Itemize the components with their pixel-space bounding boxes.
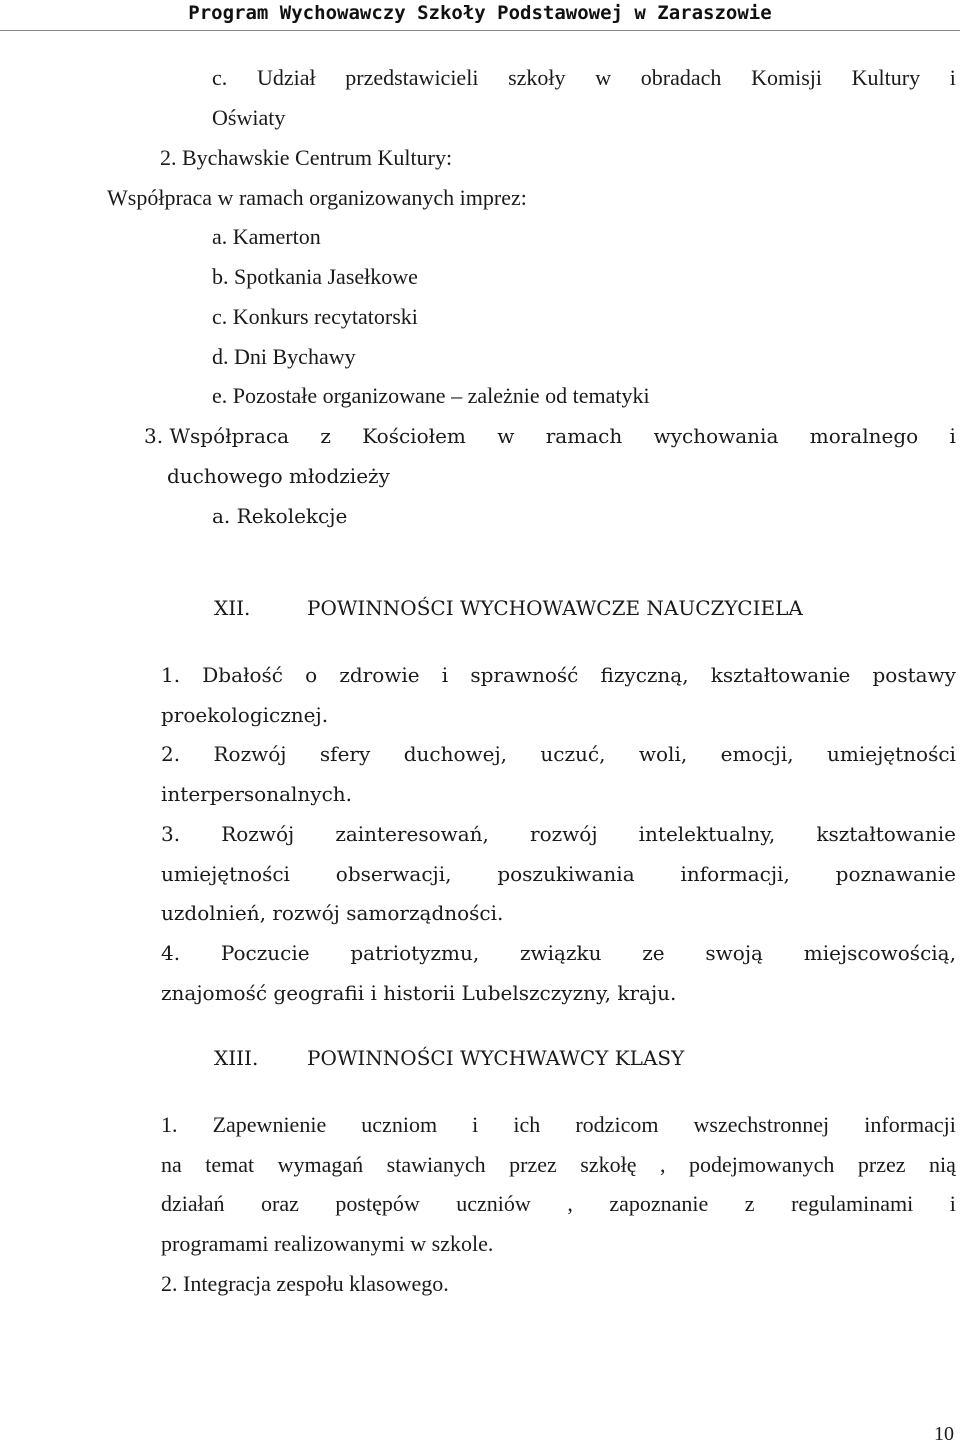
word: podejmowanych — [688, 1152, 835, 1177]
word: uczniów — [456, 1191, 531, 1216]
word: patriotyzmu, — [350, 941, 480, 965]
text-line: 2. Bychawskie Centrum Kultury: — [160, 145, 453, 170]
text-line: programami realizowanymi w szkole. — [161, 1231, 494, 1256]
justified-line — [161, 860, 956, 888]
word: szkołę — [580, 1152, 637, 1177]
word: uczuć, — [540, 742, 606, 766]
list-item: a. Rekolekcje — [212, 504, 348, 528]
text-line: proekologicznej. — [161, 703, 329, 727]
list-item: d. Dni Bychawy — [212, 344, 356, 369]
word: sprawność — [470, 663, 579, 687]
word: regulaminami — [791, 1191, 914, 1216]
word: obserwacji, — [335, 862, 452, 886]
word: kształtowanie — [816, 822, 956, 846]
text-line: interpersonalnych. — [161, 782, 353, 806]
word: sfery — [319, 742, 371, 766]
word: zainteresowań, — [335, 822, 489, 846]
word: na — [161, 1152, 182, 1177]
text-line: Oświaty — [212, 105, 286, 130]
text-line: 2. Integracja zespołu klasowego. — [161, 1271, 449, 1296]
word: nią — [929, 1152, 956, 1177]
justified-line — [212, 64, 956, 92]
text-line: duchowego młodzieży — [167, 464, 390, 488]
word: informacji, — [680, 862, 790, 886]
word: postawy — [872, 663, 956, 687]
justified-line — [161, 1111, 956, 1139]
word: poszukiwania — [497, 862, 635, 886]
word: wychowania — [653, 424, 779, 448]
word: postępów — [335, 1191, 420, 1216]
word: 1. — [161, 663, 181, 687]
word: przez — [509, 1152, 557, 1177]
justified-line — [161, 1190, 956, 1218]
word: ramach — [545, 424, 623, 448]
word: rozwój — [530, 822, 598, 846]
word: o — [305, 663, 318, 687]
word: zdrowie — [339, 663, 420, 687]
word: zapoznanie — [609, 1191, 709, 1216]
word: przedstawicieli — [345, 65, 479, 90]
section-title: POWINNOŚCI WYCHOWAWCZE NAUCZYCIELA — [307, 596, 803, 620]
word: i — [949, 424, 956, 448]
word: moralnego — [809, 424, 919, 448]
word: rodzicom — [575, 1112, 659, 1137]
word: działań — [161, 1191, 225, 1216]
word: Kościołem — [362, 424, 466, 448]
word: ze — [642, 941, 665, 965]
word: 3. Współpraca — [144, 424, 289, 448]
word: informacji — [864, 1112, 956, 1137]
justified-line — [144, 422, 956, 450]
word: kształtowanie — [710, 663, 851, 687]
word: wymagań — [277, 1152, 364, 1177]
word: 4. — [161, 941, 181, 965]
text-line: znajomość geografii i historii Lubelszczyzny, kraju. — [161, 981, 677, 1005]
word: Kultury — [851, 65, 921, 90]
list-item: b. Spotkania Jasełkowe — [212, 264, 418, 289]
word: i — [949, 1191, 956, 1216]
word: w — [497, 424, 515, 448]
word: duchowej, — [403, 742, 508, 766]
word: fizyczną, — [600, 663, 689, 687]
word: Poczucie — [220, 941, 310, 965]
justified-line — [161, 1151, 956, 1179]
justified-line — [161, 939, 956, 967]
word: Udział — [256, 65, 316, 90]
word: i — [441, 663, 449, 687]
word: szkoły — [508, 65, 566, 90]
word: wszechstronnej — [693, 1112, 830, 1137]
justified-line — [161, 740, 956, 768]
word: i — [949, 65, 956, 90]
word: c. — [212, 65, 228, 90]
word: emocji, — [720, 742, 794, 766]
word: 1. — [161, 1112, 178, 1137]
word: umiejętności — [161, 862, 290, 886]
word: z — [744, 1191, 755, 1216]
word: miejscowością, — [803, 941, 956, 965]
word: przez — [857, 1152, 906, 1177]
word: w — [595, 65, 612, 90]
section-number: XII. — [214, 596, 251, 620]
word: obradach — [640, 65, 722, 90]
word: 3. — [161, 822, 181, 846]
word: Rozwój — [213, 742, 287, 766]
word: Komisji — [751, 65, 822, 90]
word: ich — [513, 1112, 541, 1137]
word: swoją — [705, 941, 763, 965]
justified-line — [161, 820, 956, 848]
word: Dbałość — [202, 663, 283, 687]
section-title: POWINNOŚCI WYCHWAWCY KLASY — [307, 1046, 685, 1070]
justified-line — [161, 661, 956, 689]
word: związku — [519, 941, 602, 965]
word: , — [567, 1191, 573, 1216]
section-number: XIII. — [214, 1046, 259, 1070]
word: , — [659, 1152, 666, 1177]
text-line: uzdolnień, rozwój samorządności. — [161, 901, 504, 925]
list-item: c. Konkurs recytatorski — [212, 304, 418, 329]
text-line: Współpraca w ramach organizowanych imprez: — [107, 185, 527, 210]
list-item: a. Kamerton — [212, 224, 321, 249]
word: oraz — [261, 1191, 299, 1216]
list-item: e. Pozostałe organizowane – zależnie od tematyki — [212, 383, 650, 408]
word: uczniom — [361, 1112, 438, 1137]
word: temat — [205, 1152, 255, 1177]
word: 2. — [161, 742, 181, 766]
word: woli, — [638, 742, 688, 766]
word: stawianych — [386, 1152, 486, 1177]
word: umiejętności — [827, 742, 956, 766]
word: Zapewnienie — [212, 1112, 327, 1137]
word: poznawanie — [835, 862, 956, 886]
word: z — [320, 424, 331, 448]
page-header: Program Wychowawczy Szkoły Podstawowej w Zaraszowie — [0, 0, 960, 31]
page-number: 10 — [934, 1423, 954, 1445]
word: intelektualny, — [638, 822, 776, 846]
word: i — [472, 1112, 479, 1137]
word: Rozwój — [221, 822, 295, 846]
